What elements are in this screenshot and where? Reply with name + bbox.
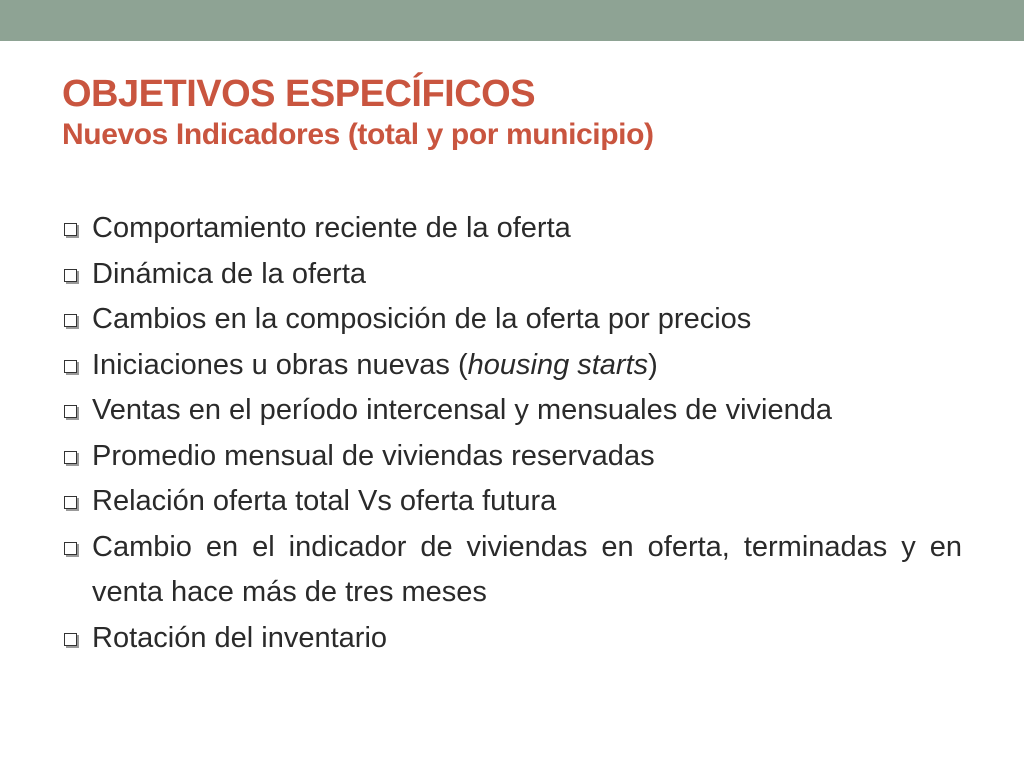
- bullet-text: Ventas en el período intercensal y mensuales de vivienda: [92, 394, 832, 426]
- bullet-list: [62, 206, 962, 661]
- bullet-item: [62, 616, 962, 662]
- bullet-item: [62, 388, 962, 434]
- bullet-text: Cambio en el indicador de viviendas en oferta, terminadas y en venta hace más de tres meses: [92, 530, 962, 608]
- bullet-text-pre: Iniciaciones u obras nuevas (: [92, 348, 468, 381]
- bullet-text: [92, 349, 658, 381]
- bullet-item: [62, 297, 962, 343]
- square-bullet-icon: [64, 496, 77, 509]
- square-bullet-icon: [64, 451, 77, 464]
- bullet-item: [62, 525, 962, 616]
- slide-title: OBJETIVOS ESPECÍFICOS: [62, 73, 536, 115]
- square-bullet-icon: [64, 405, 77, 418]
- square-bullet-icon: [64, 360, 77, 373]
- square-bullet-icon: [64, 633, 77, 646]
- square-bullet-icon: [64, 223, 77, 236]
- bullet-text: Rotación del inventario: [92, 621, 388, 654]
- bullet-text: Relación oferta total Vs oferta futura: [92, 485, 557, 517]
- bullet-text: Promedio mensual de viviendas reservadas: [92, 439, 655, 472]
- square-bullet-icon: [64, 269, 77, 282]
- slide-subtitle: Nuevos Indicadores (total y por municipio): [62, 118, 654, 151]
- square-bullet-icon: [64, 314, 77, 327]
- bullet-item: [62, 206, 962, 252]
- bullet-text-post: ): [648, 348, 658, 381]
- bullet-text: Cambios en la composición de la oferta por precios: [92, 303, 752, 335]
- bullet-item: [62, 252, 962, 298]
- title-block: [62, 72, 962, 154]
- bullet-item: [62, 479, 962, 525]
- bullet-text: Dinámica de la oferta: [92, 257, 367, 290]
- square-bullet-icon: [64, 542, 77, 555]
- bullet-item: [62, 434, 962, 480]
- top-decorative-band: [0, 0, 1024, 41]
- bullet-item: [62, 343, 962, 389]
- bullet-text: Comportamiento reciente de la oferta: [92, 212, 571, 244]
- bullet-text-emphasis: housing starts: [467, 348, 649, 381]
